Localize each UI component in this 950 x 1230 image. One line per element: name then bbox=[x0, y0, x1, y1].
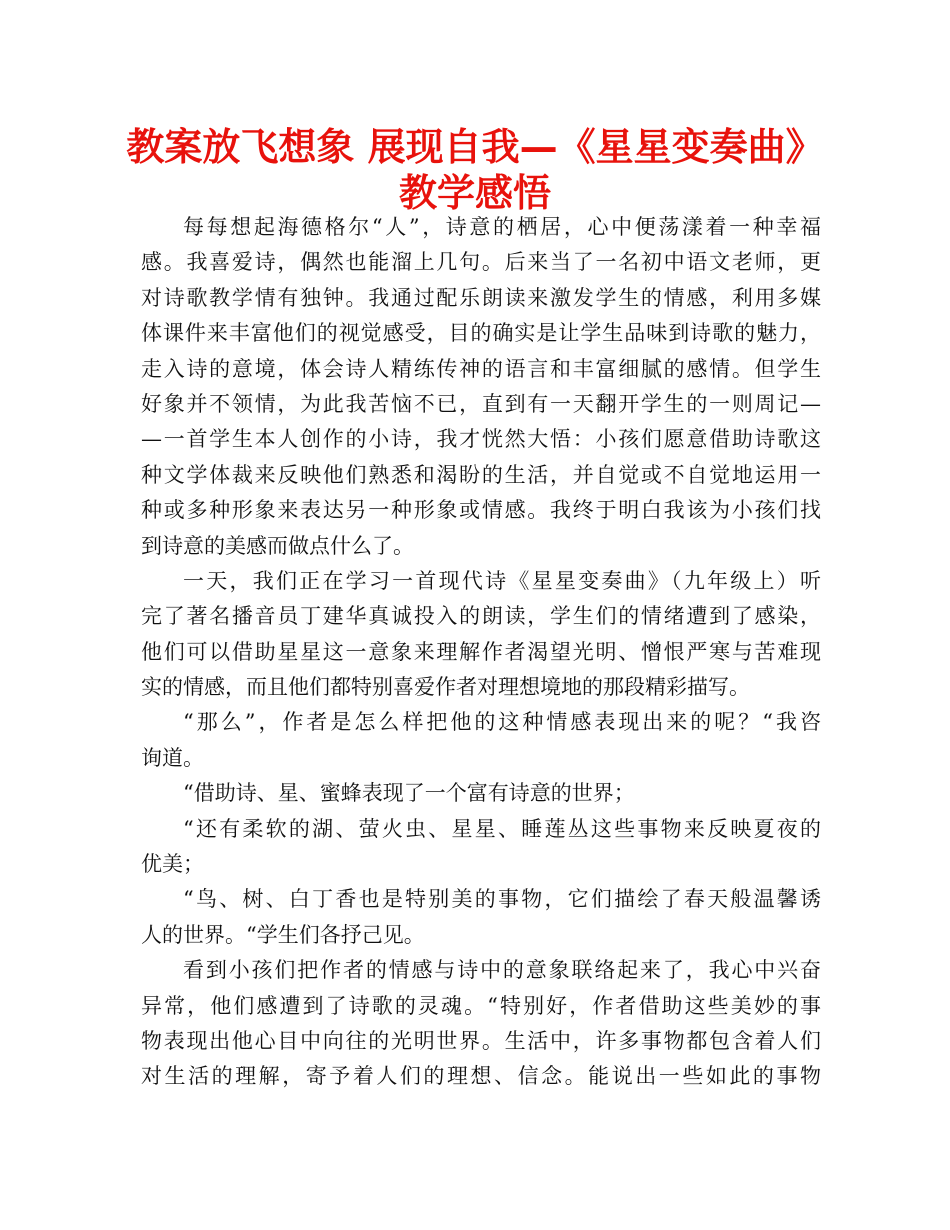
body-line: 走入诗的意境，体会诗人精练传神的语言和丰富细腻的感情。但学生 bbox=[141, 356, 821, 381]
body-line: 每每想起海德格尔“人”，诗意的栖居，心中便荡漾着一种幸福 bbox=[183, 215, 821, 239]
body-line: 物表现出他心目中向往的光明世界。生活中，许多事物都包含着人们 bbox=[141, 1028, 821, 1053]
body-line: 种或多种形象来表达另一种形象或情感。我终于明白我该为小孩们找 bbox=[141, 498, 821, 523]
body-line: 看到小孩们把作者的情感与诗中的意象联络起来了，我心中兴奋 bbox=[183, 958, 821, 983]
body-line: 好象并不领情，为此我苦恼不已，直到有一天翻开学生的一则周记— bbox=[141, 391, 821, 416]
body-line: 优美； bbox=[141, 852, 204, 877]
body-line: 询道。 bbox=[141, 745, 204, 770]
body-line: “那么”，作者是怎么样把他的这种情感表现出来的呢？“我咨 bbox=[183, 710, 821, 735]
body-line: 人的世界。“学生们各抒己见。 bbox=[141, 922, 425, 947]
body-line: 种文学体裁来反映他们熟悉和渴盼的生活，并自觉或不自觉地运用一 bbox=[141, 462, 821, 487]
body-line: 对诗歌教学情有独钟。我通过配乐朗读来激发学生的情感，利用多媒 bbox=[141, 285, 821, 310]
body-line: “借助诗、星、蜜蜂表现了一个富有诗意的世界； bbox=[183, 781, 635, 806]
body-line: —一首学生本人创作的小诗，我才恍然大悟：小孩们愿意借助诗歌这 bbox=[141, 427, 821, 452]
body-line: 对生活的理解，寄予着人们的理想、信念。能说出一些如此的事物 bbox=[141, 1064, 821, 1089]
body-line: “还有柔软的湖、萤火虫、星星、睡莲丛这些事物来反映夏夜的 bbox=[183, 816, 821, 841]
body-line: 体课件来丰富他们的视觉感受，目的确实是让学生品味到诗歌的魅力， bbox=[141, 321, 821, 346]
body-line: 实的情感，而且他们都特别喜爱作者对理想境地的那段精彩描写。 bbox=[141, 675, 750, 700]
body-line: 完了著名播音员丁建华真诚投入的朗读，学生们的情绪遭到了感染， bbox=[141, 604, 821, 629]
document-title-line-1: 教案放飞想象 展现自我—《星星变奏曲》 bbox=[126, 125, 824, 169]
body-line: 他们可以借助星星这一意象来理解作者渴望光明、憎恨严寒与苦难现 bbox=[141, 639, 821, 664]
body-line: 一天，我们正在学习一首现代诗《星星变奏曲》（九年级上）听 bbox=[183, 568, 821, 593]
body-line: 到诗意的美感而做点什么了。 bbox=[141, 533, 414, 558]
body-line: 感。我喜爱诗，偶然也能溜上几句。后来当了一名初中语文老师，更 bbox=[141, 250, 821, 275]
document-body bbox=[141, 210, 821, 1095]
body-line: “鸟、树、白丁香也是特别美的事物，它们描绘了春天般温馨诱 bbox=[183, 887, 821, 912]
body-line: 异常，他们感遭到了诗歌的灵魂。“特别好，作者借助这些美妙的事 bbox=[141, 993, 821, 1018]
document-title-line-2: 教学感悟 bbox=[398, 171, 551, 215]
